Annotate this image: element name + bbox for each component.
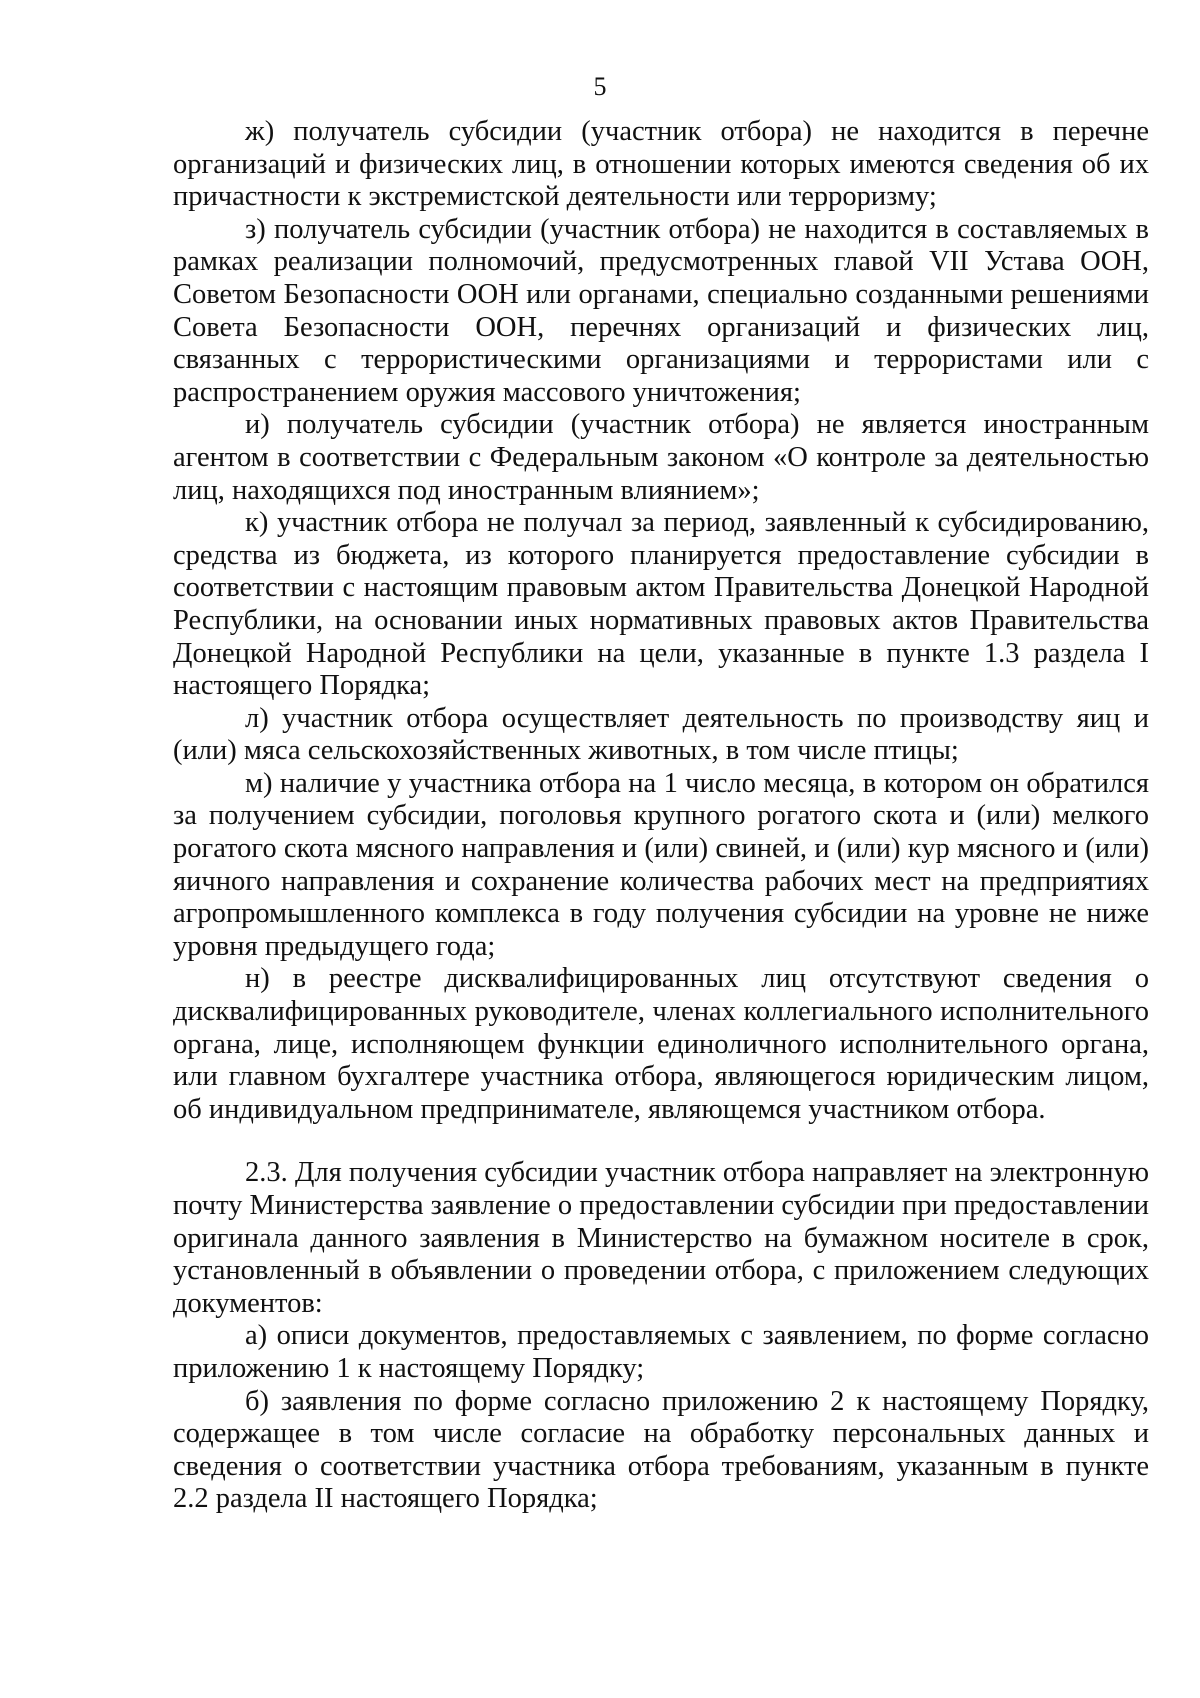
paragraph-2-3: 2.3. Для получения субсидии участник отбора направляет на электронную почту Министерства заявление о предоставлении субсидии при предоставлении оригинала данного заявления в Министерство на бумажном носителе в срок, установленный в объявлении о проведении отбора, с приложением следующих документов: (173, 1157, 1150, 1319)
paragraph-l: л) участник отбора осуществляет деятельность по производству яиц и (или) мяса сельскохозяйственных животных, в том числе птицы; (173, 702, 1149, 767)
paragraph-b: б) заявления по форме согласно приложению 2 к настоящему Порядку, содержащее в том числе согласие на обработку персональных данных и сведения о соответствии участника отбора требованиям, указанным в пункте 2.2 раздела II настоящего Порядка; (173, 1385, 1149, 1515)
paragraph-k: к) участник отбора не получал за период, заявленный к субсидированию, средства из бюджета, из которого планируется предоставление субсидии в соответствии с настоящим правовым актом Правительства Донецкой Народной Республики, на основании иных нормативных правовых актов Правительства Донецкой Народной Республики на цели, указанные в пункте 1.3 раздела I настоящего Порядка; (173, 507, 1149, 702)
paragraph-i: и) получатель субсидии (участник отбора) не является иностранным агентом в соответствии с Федеральным законом «О контроле за деятельностью лиц, находящихся под иностранным влиянием»; (173, 409, 1149, 506)
paragraph-zh: ж) получатель субсидии (участник отбора) не находится в перечне организаций и физических лиц, в отношении которых имеются сведения об их причастности к экстремистской деятельности или терроризму; (173, 116, 1149, 213)
paragraph-n: н) в реестре дисквалифицированных лиц отсутствуют сведения о дисквалифицированных руководителе, членах коллегиального исполнительного органа, лице, исполняющем функции единоличного исполнительного органа, или главном бухгалтере участника отбора, являющегося юридическим лицом, об индивидуальном предпринимателе, являющемся участником отбора. (173, 963, 1149, 1125)
document-body (173, 116, 1149, 1516)
paragraph-z: з) получатель субсидии (участник отбора) не находится в составляемых в рамках реализации полномочий, предусмотренных главой VII Устава ООН, Советом Безопасности ООН или органами, специально созданными решениями Совета Безопасности ООН, перечнях организаций и физических лиц, связанных с террористическими организациями и террористами или с распространением оружия массового уничтожения; (173, 213, 1149, 408)
paragraph-m: м) наличие у участника отбора на 1 число месяца, в котором он обратился за получением субсидии, поголовья крупного рогатого скота и (или) мелкого рогатого скота мясного направления и (или) свиней, и (или) кур мясного и (или) яичного направления и сохранение количества рабочих мест на предприятиях агропромышленного комплекса в году получения субсидии на уровне не ниже уровня предыдущего года; (173, 767, 1149, 962)
page-number: 5 (593, 72, 607, 101)
paragraph-a: а) описи документов, предоставляемых с заявлением, по форме согласно приложению 1 к настоящему Порядку; (173, 1320, 1149, 1384)
